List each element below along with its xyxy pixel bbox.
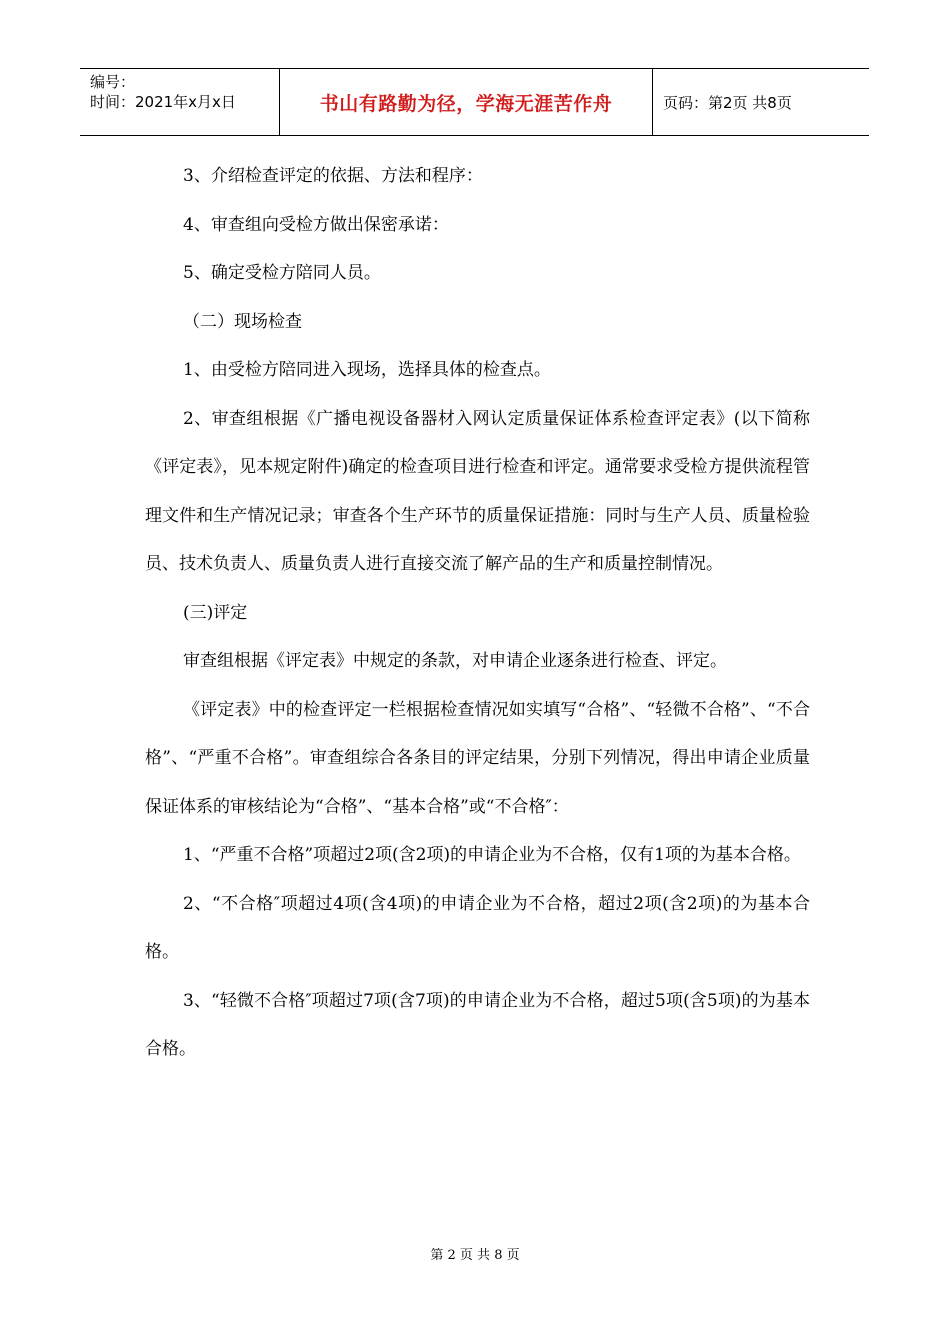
time-label: 时间：2021年x月x日	[90, 93, 236, 111]
page-footer: 第 2 页 共 8 页	[430, 1248, 520, 1263]
paragraph: 4、审查组向受检方做出保密承诺：	[183, 214, 449, 235]
section-heading: （二）现场检查	[183, 311, 302, 332]
number-label: 编号：	[90, 73, 136, 91]
paragraph: 2、审查组根据《广播电视设备器材入网认定质量保证体系检查评定表》(以下简称《评定表》，见本规定附件)确定的检查项目进行检查和评定。通常要求受检方提供流程管理文件和生产情况记录；审查各个生产环节的质量保证措施：同时与生产人员、质量检验员、技术负责人、质量负责人进行直接交流了解产品的生产和质量控制情况。	[145, 408, 810, 574]
paragraph: 5、确定受检方陪同人员。	[183, 263, 381, 283]
page-info-text: 页码：第2页 共8页	[663, 93, 792, 112]
paragraph: 1、由受检方陪同进入现场，选择具体的检查点。	[183, 360, 551, 380]
paragraph: 3、介绍检查评定的依据、方法和程序：	[183, 166, 483, 186]
paragraph: 《评定表》中的检查评定一栏根据检查情况如实填写“合格”、“轻微不合格”、“不合格”、“严重不合格”。审查组综合各条目的评定结果，分别下列情况，得出申请企业质量保证体系的审核结论为“合格”、“基本合格”或“不合格″：	[145, 699, 810, 817]
header-meta-cell	[80, 69, 280, 135]
motto-text: 书山有路勤为径，学海无涯苦作舟	[319, 92, 613, 115]
document-body	[145, 152, 810, 1074]
paragraph: 2、“不合格″项超过4项(含4项)的申请企业为不合格，超过2项(含2项)的为基本合格。	[145, 893, 810, 962]
motto-cell	[280, 69, 653, 135]
page-info-cell	[653, 69, 869, 135]
paragraph: 1、“严重不合格”项超过2项(含2项)的申请企业为不合格，仅有1项的为基本合格。	[183, 845, 801, 865]
header-table	[80, 68, 869, 136]
paragraph: 审查组根据《评定表》中规定的条款，对申请企业逐条进行检查、评定。	[183, 651, 727, 671]
section-heading: (三)评定	[183, 602, 248, 623]
paragraph: 3、“轻微不合格″项超过7项(含7项)的申请企业为不合格，超过5项(含5项)的为基本合格。	[145, 990, 810, 1059]
